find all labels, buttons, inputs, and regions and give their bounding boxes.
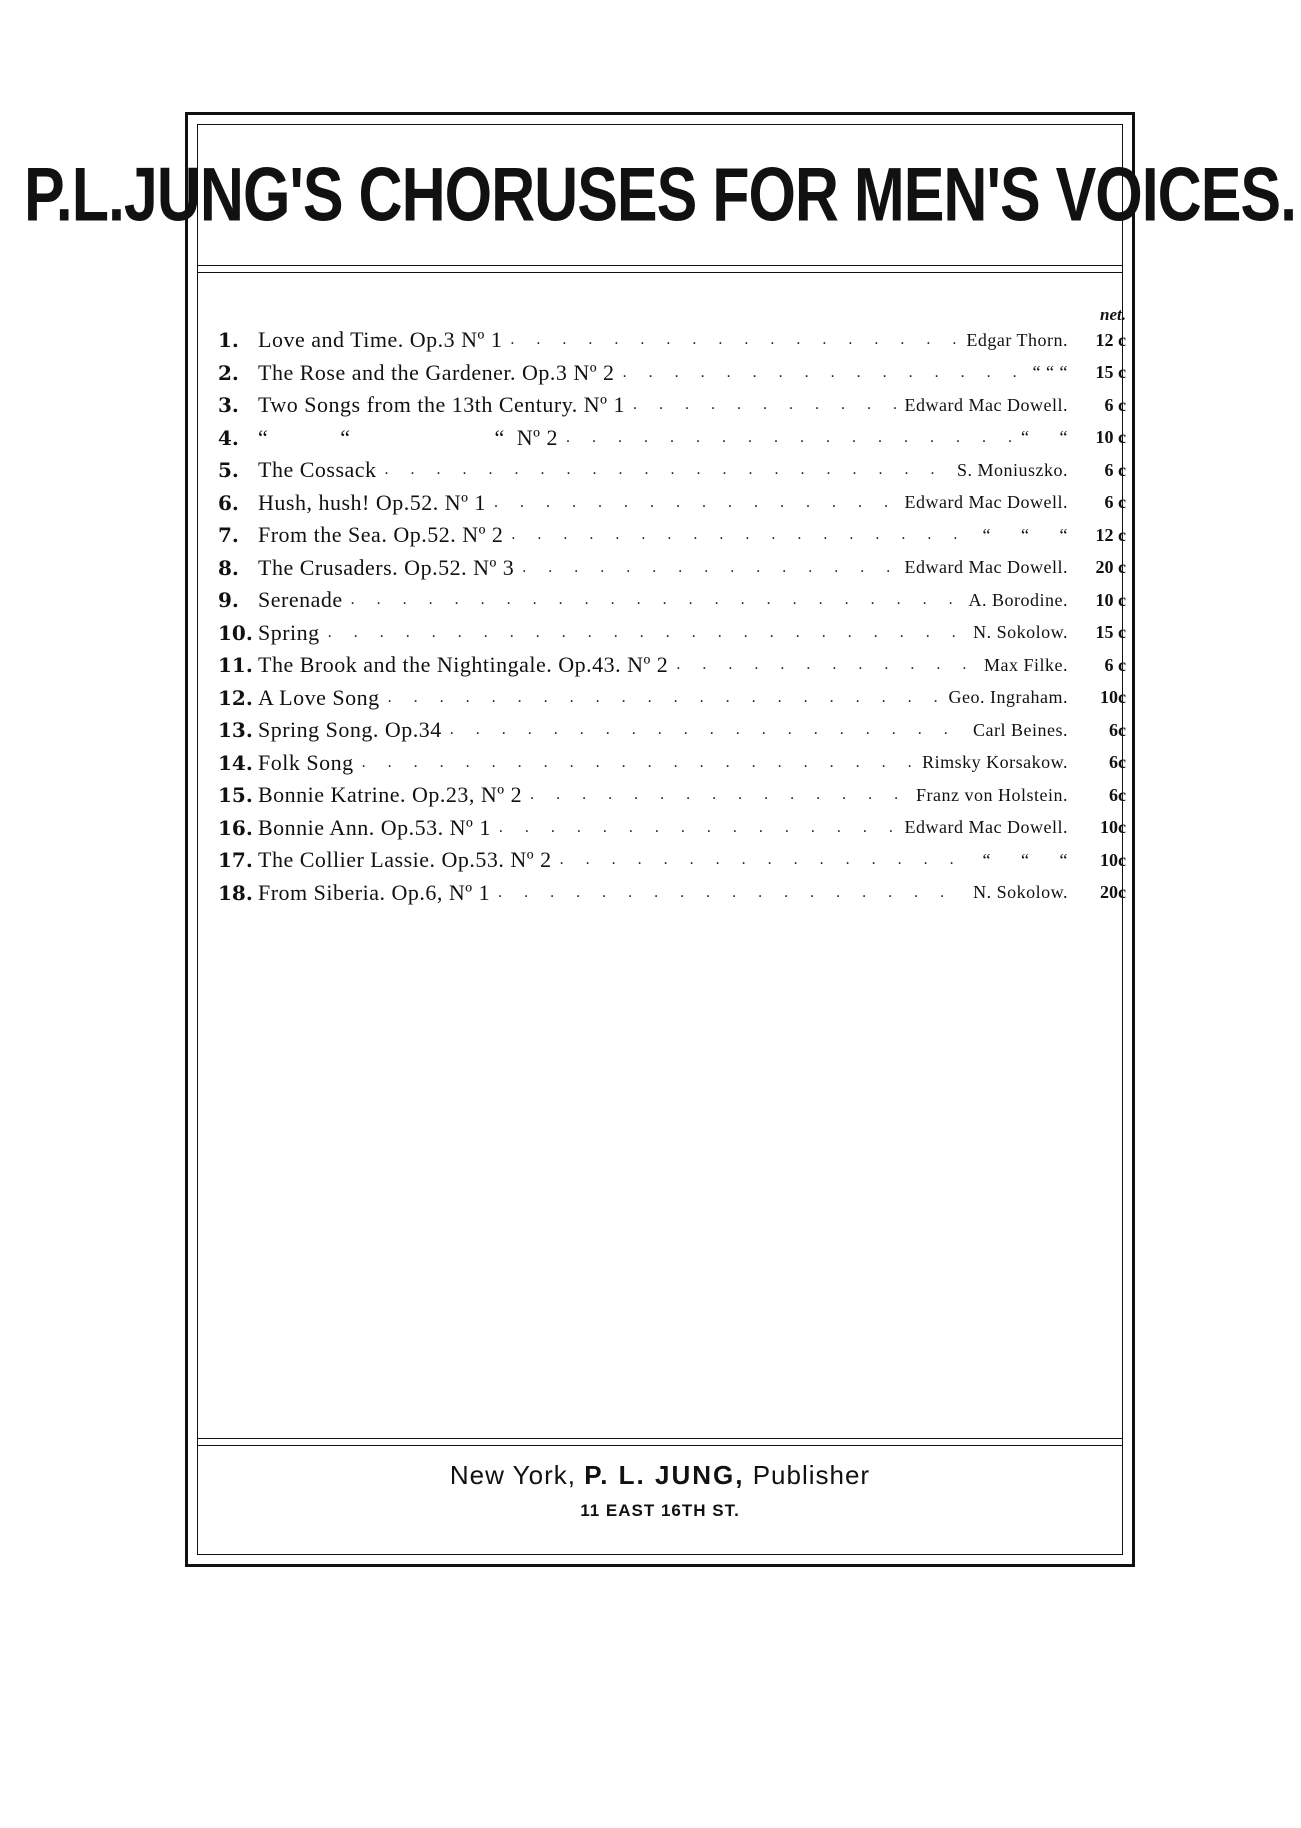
item-composer: “ “: [1021, 427, 1068, 448]
item-title: Folk Song: [258, 749, 354, 775]
list-item: [218, 649, 1126, 682]
item-composer: Edward Mac Dowell.: [904, 492, 1068, 513]
item-composer: Edward Mac Dowell.: [904, 817, 1068, 838]
list-item: [218, 844, 1126, 877]
item-number: 14.: [218, 750, 253, 775]
item-title: Serenade: [258, 587, 343, 613]
item-price: 6 c: [1104, 394, 1126, 415]
leader-dots: [388, 689, 941, 707]
item-number: 18.: [218, 880, 253, 905]
item-title: From the Sea. Op.52. Nº 2: [258, 522, 504, 548]
list-item: [218, 324, 1126, 357]
leader-dots: [362, 754, 915, 772]
list-item: [218, 877, 1126, 910]
item-title: A Love Song: [258, 684, 380, 710]
item-number: 13.: [218, 718, 253, 743]
publisher-label: Publisher: [752, 1460, 871, 1490]
footer-rule-top: [197, 1438, 1123, 1439]
item-title: Bonnie Katrine. Op.23, Nº 2: [258, 782, 523, 808]
list-item: [218, 454, 1126, 487]
item-title: Spring: [258, 619, 320, 645]
item-title: Spring Song. Op.34: [258, 717, 442, 743]
leader-dots: [328, 624, 965, 642]
publisher-footer: [197, 1460, 1123, 1521]
item-price: 10c: [1100, 687, 1126, 708]
item-price: 6 c: [1104, 459, 1126, 480]
item-composer: Franz von Holstein.: [916, 784, 1068, 805]
list-item: [218, 617, 1126, 650]
list-item: [218, 389, 1126, 422]
header-rule-top: [197, 265, 1123, 266]
item-price: 10 c: [1095, 589, 1126, 610]
item-price: 6 c: [1104, 492, 1126, 513]
item-number: 11.: [218, 653, 253, 678]
item-number: 5.: [218, 458, 239, 483]
item-composer: Edgar Thorn.: [966, 329, 1068, 350]
chorus-list: [218, 324, 1126, 909]
leader-dots: [511, 526, 974, 544]
list-item: [218, 552, 1126, 585]
item-composer: S. Moniuszko.: [956, 459, 1068, 480]
leader-dots: [566, 429, 1013, 447]
item-composer: “ “ “: [1032, 362, 1068, 383]
publisher-name: P. L. JUNG,: [584, 1460, 745, 1490]
item-price: 15 c: [1095, 362, 1126, 383]
leader-dots: [522, 559, 896, 577]
list-item: [218, 682, 1126, 715]
item-number: 16.: [218, 815, 253, 840]
item-price: 12 c: [1095, 524, 1126, 545]
item-title: “ “ “ Nº 2: [258, 424, 559, 450]
item-title: The Brook and the Nightingale. Op.43. Nº 2: [258, 652, 669, 678]
item-number: 1.: [218, 328, 239, 353]
publisher-city: New York,: [449, 1460, 576, 1490]
item-composer: Edward Mac Dowell.: [904, 394, 1068, 415]
item-number: 17.: [218, 848, 253, 873]
leader-dots: [450, 721, 965, 739]
item-composer: A. Borodine.: [968, 589, 1068, 610]
leader-dots: [560, 851, 975, 869]
list-item: [218, 357, 1126, 390]
item-composer: Max Filke.: [984, 654, 1068, 675]
leader-dots: [676, 656, 976, 674]
item-number: 8.: [218, 555, 239, 580]
item-composer: “ “ “: [982, 849, 1068, 870]
list-item: [218, 812, 1126, 845]
publisher-line: [197, 1460, 1123, 1491]
item-price: 20 c: [1095, 557, 1126, 578]
item-number: 6.: [218, 490, 239, 515]
item-price: 10c: [1100, 817, 1126, 838]
item-number: 4.: [218, 425, 239, 450]
item-title: From Siberia. Op.6, Nº 1: [258, 879, 491, 905]
list-item: [218, 519, 1126, 552]
leader-dots: [351, 591, 961, 609]
item-composer: N. Sokolow.: [973, 882, 1068, 903]
item-composer: N. Sokolow.: [973, 622, 1068, 643]
page-title: P.L.JUNG'S CHORUSES FOR MEN'S VOICES.: [23, 151, 1297, 237]
item-number: 2.: [218, 360, 239, 385]
item-number: 3.: [218, 393, 239, 418]
item-number: 9.: [218, 588, 239, 613]
list-item: [218, 487, 1126, 520]
item-price: 20c: [1100, 882, 1126, 903]
footer-rule-bottom: [197, 1445, 1123, 1446]
item-price: 6c: [1109, 752, 1126, 773]
item-title: The Cossack: [258, 457, 377, 483]
item-price: 10 c: [1095, 427, 1126, 448]
item-price: 6c: [1109, 719, 1126, 740]
publisher-address: 11 EAST 16TH ST.: [580, 1501, 740, 1520]
list-item: [218, 747, 1126, 780]
leader-dots: [633, 396, 897, 414]
leader-dots: [498, 884, 965, 902]
item-price: 12 c: [1095, 329, 1126, 350]
item-composer: Edward Mac Dowell.: [904, 557, 1068, 578]
item-title: Hush, hush! Op.52. Nº 1: [258, 489, 486, 515]
price-heading: net.: [1100, 305, 1126, 324]
item-title: The Rose and the Gardener. Op.3 Nº 2: [258, 359, 615, 385]
header-rule-bottom: [197, 272, 1123, 273]
item-price: 6c: [1109, 784, 1126, 805]
leader-dots: [530, 786, 908, 804]
item-title: The Crusaders. Op.52. Nº 3: [258, 554, 515, 580]
item-price: 6 c: [1104, 654, 1126, 675]
leader-dots: [494, 494, 897, 512]
item-number: 7.: [218, 523, 239, 548]
list-item: [218, 714, 1126, 747]
item-composer: Carl Beines.: [973, 719, 1068, 740]
item-price: 15 c: [1095, 622, 1126, 643]
item-title: The Collier Lassie. Op.53. Nº 2: [258, 847, 552, 873]
leader-dots: [623, 364, 1025, 382]
item-number: 12.: [218, 685, 253, 710]
list-item: [218, 422, 1126, 455]
leader-dots: [510, 331, 958, 349]
leader-dots: [385, 461, 949, 479]
item-composer: Rimsky Korsakow.: [922, 752, 1068, 773]
item-title: Two Songs from the 13th Century. Nº 1: [258, 392, 625, 418]
list-item: [218, 779, 1126, 812]
item-number: 10.: [218, 620, 253, 645]
leader-dots: [499, 819, 897, 837]
item-composer: “ “ “: [982, 524, 1068, 545]
item-title: Bonnie Ann. Op.53. Nº 1: [258, 814, 491, 840]
item-number: 15.: [218, 783, 253, 808]
item-price: 10c: [1100, 849, 1126, 870]
item-title: Love and Time. Op.3 Nº 1: [258, 327, 503, 353]
item-composer: Geo. Ingraham.: [948, 687, 1068, 708]
list-item: [218, 584, 1126, 617]
